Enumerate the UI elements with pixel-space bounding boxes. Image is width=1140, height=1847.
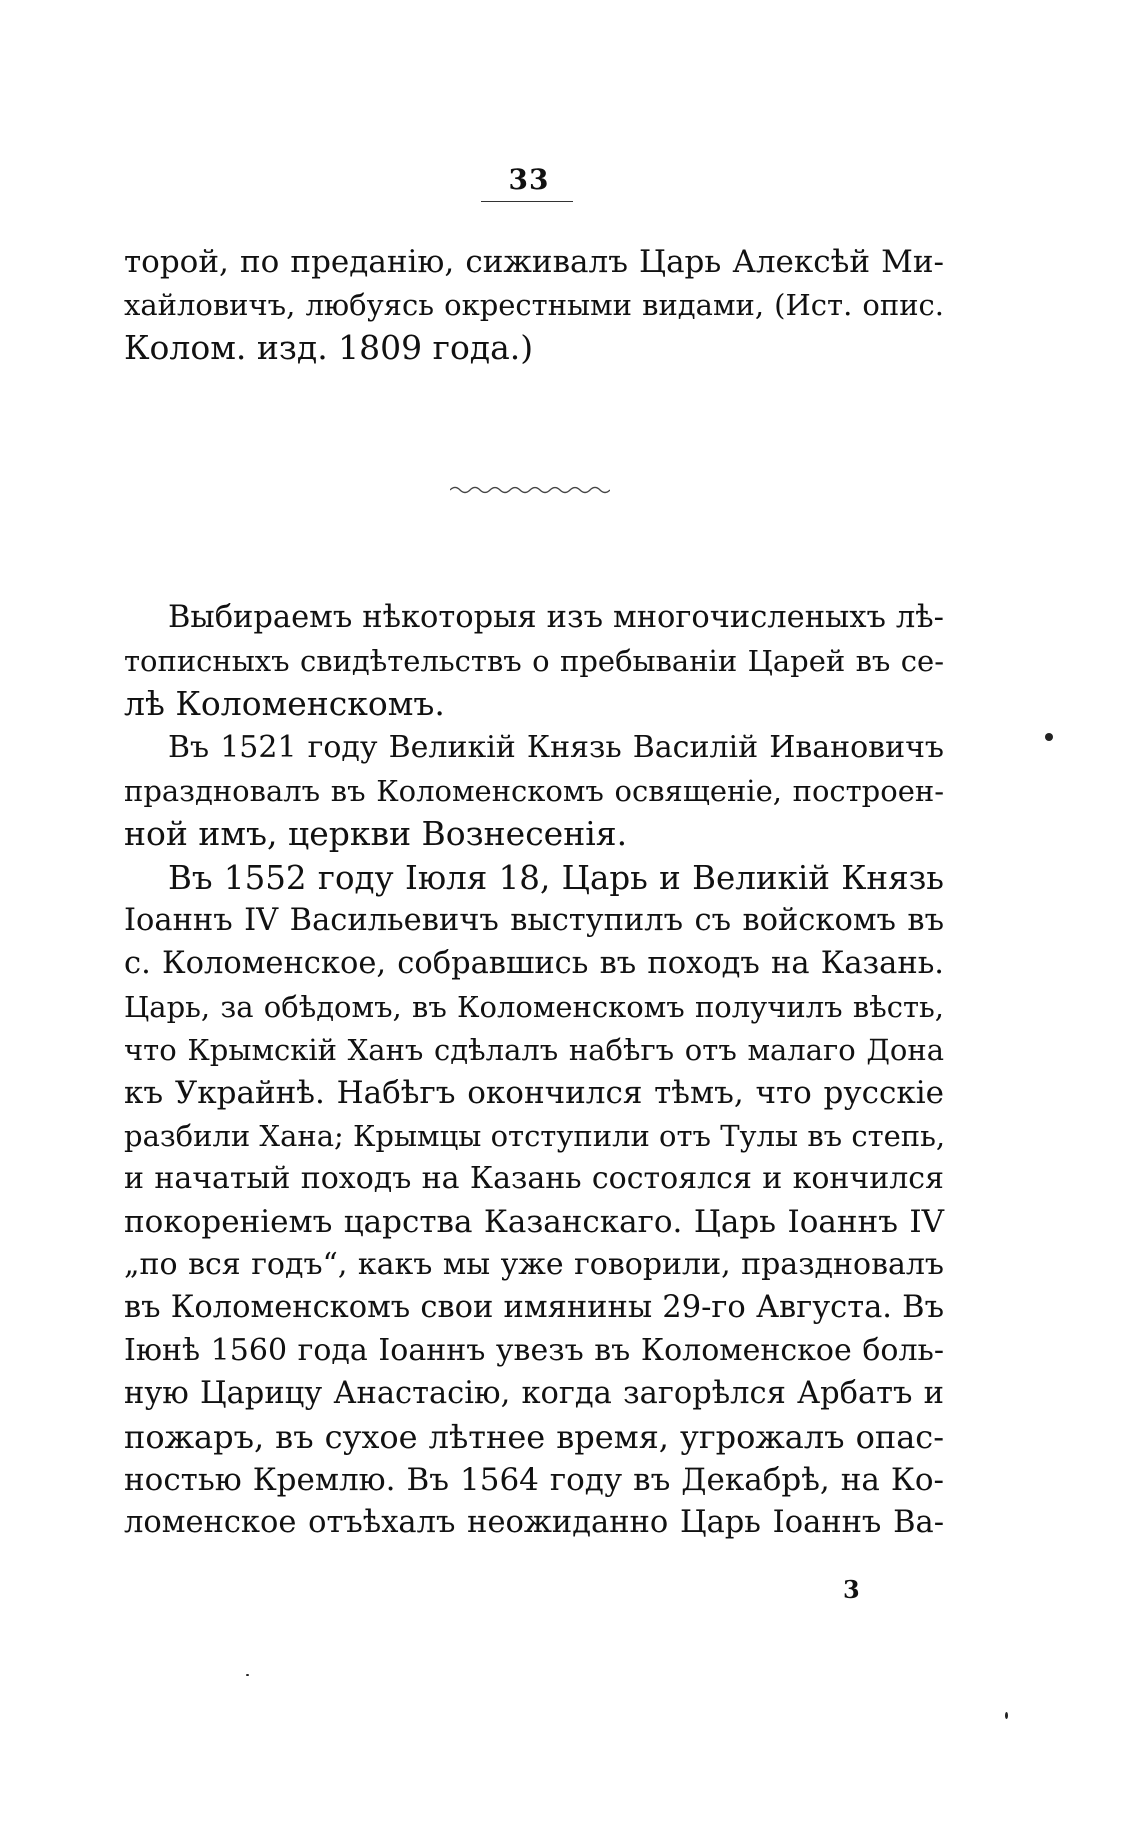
text-line: въ Коломенскомъ свои имянины 29-го Августа. Въ — [124, 1290, 944, 1325]
text-line: торой, по преданію, сиживалъ Царь Алексѣй Ми- — [124, 244, 944, 280]
signature-mark: 3 — [843, 1575, 860, 1604]
text-line: „по вся годъ“, какъ мы уже говорили, праздновалъ — [124, 1247, 944, 1282]
scan-speck — [246, 1674, 249, 1676]
text-line: ную Царицу Анастасію, когда загорѣлся Арбатъ и — [124, 1376, 944, 1411]
text-line: Въ 1521 году Великій Князь Василій Ивановичъ — [168, 730, 944, 765]
text-line: Іоаннъ IV Васильевичъ выступилъ съ войскомъ въ — [124, 903, 944, 938]
text-line: разбили Хана; Крымцы отступили отъ Тулы въ степь, — [124, 1119, 946, 1153]
text-line: с. Коломенское, собравшись въ походъ на Казань. — [124, 946, 944, 981]
text-line: Выбираемъ нѣкоторыя изъ многочисленыхъ лѣ- — [168, 600, 944, 635]
text-line: пожаръ, въ сухое лѣтнее время, угрожалъ опас- — [124, 1418, 944, 1456]
section-ornament — [450, 484, 610, 496]
text-line: Колом. изд. 1809 года.) — [124, 328, 534, 367]
text-line: что Крымскій Ханъ сдѣлалъ набѣгъ отъ малаго Дона — [124, 1033, 944, 1067]
text-line: тописныхъ свидѣтельствъ о пребываніи Царей въ се- — [124, 644, 944, 678]
text-line: праздновалъ въ Коломенскомъ освященіе, построен- — [124, 774, 944, 808]
text-line: и начатый походъ на Казань состоялся и кончился — [124, 1161, 944, 1196]
text-line: ломенское отъѣхалъ неожиданно Царь Іоаннъ Ва- — [124, 1505, 944, 1540]
text-line: Царь, за обѣдомъ, въ Коломенскомъ получилъ вѣсть, — [124, 990, 944, 1024]
scan-speck — [1045, 733, 1053, 741]
page-number: 33 — [508, 163, 550, 196]
text-line: Въ 1552 году Іюля 18, Царь и Великій Князь — [168, 859, 944, 897]
text-line: Іюнѣ 1560 года Іоаннъ увезъ въ Коломенское боль- — [124, 1333, 944, 1368]
text-line: покореніемъ царства Казанскаго. Царь Іоаннъ IV — [124, 1204, 944, 1240]
text-line: ностью Кремлю. Въ 1564 году въ Декабрѣ, на Ко- — [124, 1462, 944, 1498]
header-rule — [481, 201, 573, 202]
text-line: лѣ Коломенскомъ. — [124, 684, 445, 723]
text-line: хайловичъ, любуясь окрестными видами, (Ист. опис. — [124, 288, 944, 322]
scan-speck — [1005, 1712, 1008, 1719]
text-line: къ Украйнѣ. Набѣгъ окончился тѣмъ, что русскіе — [124, 1075, 944, 1111]
text-line: ной имъ, церкви Вознесенія. — [124, 814, 628, 853]
